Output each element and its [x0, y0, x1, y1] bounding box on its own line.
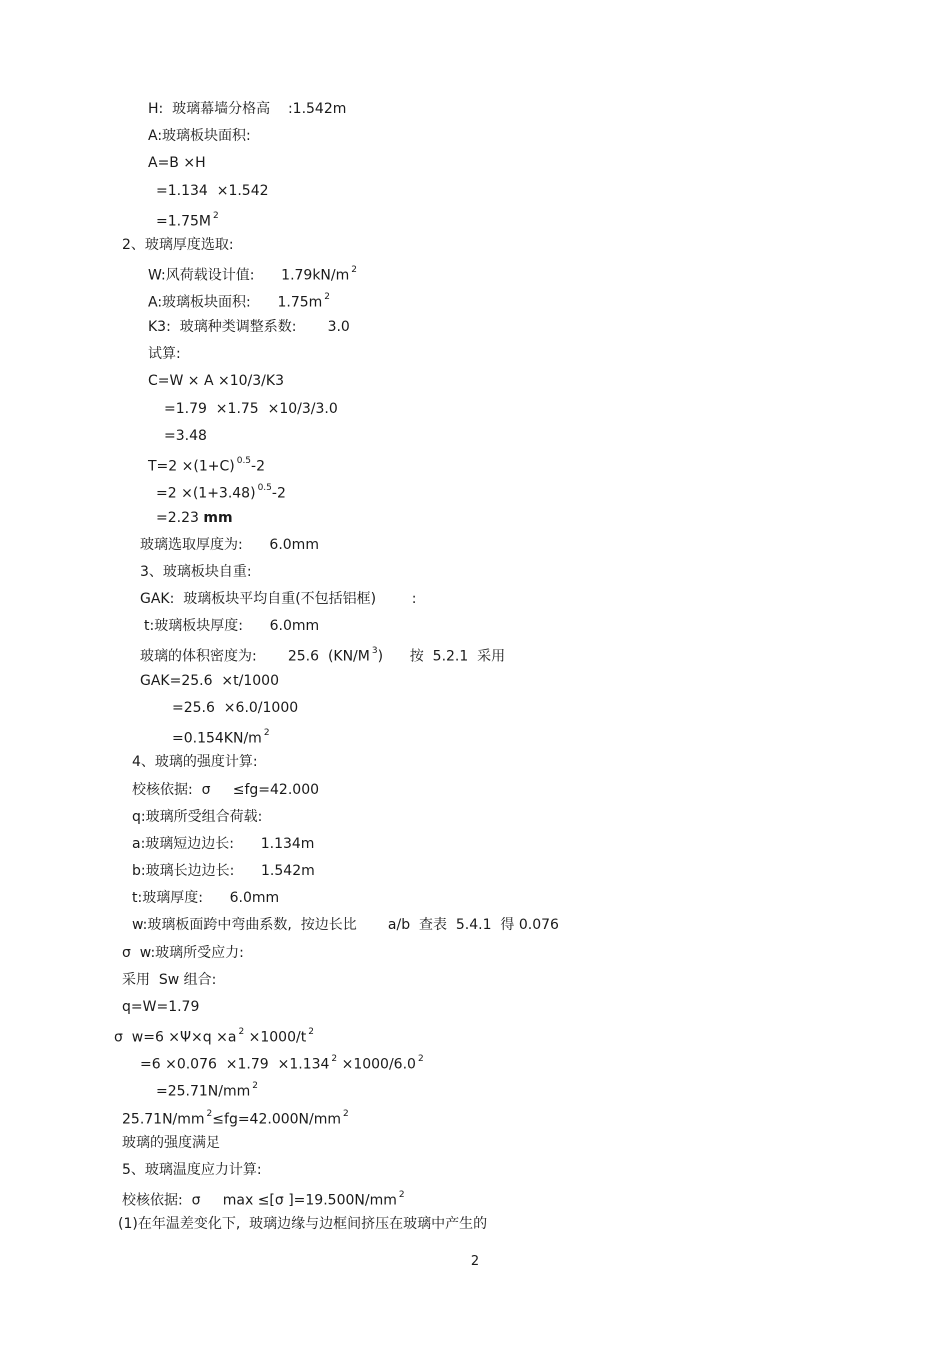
- superscript: 2: [417, 1054, 424, 1064]
- line-text: W:风荷载设计值: 1.79kN/m: [148, 267, 350, 284]
- text-line: [140, 1052, 424, 1074]
- text-line: [140, 563, 252, 581]
- text-line: [114, 1025, 314, 1047]
- text-line: [132, 889, 279, 907]
- text-line: [156, 182, 269, 200]
- line-text: 3、玻璃板块自重:: [140, 564, 252, 580]
- line-text-continued: ×1000/6.0: [337, 1056, 416, 1073]
- text-line: [122, 1161, 262, 1179]
- text-line: [144, 617, 319, 635]
- superscript: 2: [212, 211, 219, 221]
- superscript: 2: [206, 1109, 213, 1119]
- line-text: 5、玻璃温度应力计算:: [122, 1162, 262, 1178]
- text-line: [132, 862, 315, 880]
- line-text-continued: ×1000/t: [244, 1029, 307, 1046]
- text-line: [148, 318, 350, 336]
- text-line: [140, 590, 416, 608]
- line-text: =1.79 ×1.75 ×10/3/3.0: [164, 401, 338, 417]
- line-text: (1)在年温差变化下, 玻璃边缘与边框间挤压在玻璃中产生的: [118, 1216, 488, 1232]
- text-line: [148, 372, 284, 390]
- text-line: [122, 944, 244, 962]
- line-text-continued: -2: [271, 485, 286, 502]
- line-text: q=W=1.79: [122, 999, 200, 1015]
- line-text-continued: -2: [251, 458, 266, 475]
- superscript: 3: [371, 646, 378, 656]
- text-line: [122, 971, 216, 989]
- line-text: 4、玻璃的强度计算:: [132, 754, 258, 770]
- text-line: [140, 644, 505, 666]
- text-line: [118, 1215, 487, 1233]
- text-line: [122, 998, 199, 1016]
- line-text: σ w=6 ×Ψ×q ×a: [114, 1029, 237, 1046]
- superscript: 2: [263, 728, 270, 738]
- text-line: [148, 345, 181, 363]
- text-line: [122, 1134, 220, 1152]
- superscript: 2: [308, 1027, 314, 1037]
- line-text: H: 玻璃幕墙分格高 :1.542m: [148, 101, 347, 117]
- line-text: A:玻璃板块面积:: [148, 128, 251, 144]
- line-text: T=2 ×(1+C): [148, 458, 235, 475]
- line-text: 25.71N/mm: [122, 1111, 205, 1128]
- line-text: 校核依据: σ max ≤[σ ]=19.500N/mm: [122, 1192, 397, 1209]
- superscript: 0.5: [257, 483, 272, 493]
- line-text: 玻璃选取厚度为: 6.0mm: [140, 537, 319, 553]
- line-text: 采用 Sw 组合:: [122, 972, 217, 988]
- line-text: GAK=25.6 ×t/1000: [140, 673, 279, 689]
- line-text: =2.23: [156, 510, 204, 526]
- line-text: 玻璃的强度满足: [122, 1135, 220, 1151]
- page-number: 2: [470, 1254, 480, 1269]
- line-text: =1.75M: [156, 213, 211, 230]
- superscript: 2: [398, 1190, 405, 1200]
- text-line: [132, 808, 262, 826]
- line-text: =1.134 ×1.542: [156, 183, 269, 199]
- line-text: =2 ×(1+3.48): [156, 485, 256, 502]
- line-text: w:玻璃板面跨中弯曲系数, 按边长比 a/b 查表 5.4.1 得 0.076: [132, 917, 559, 933]
- text-line: [164, 400, 338, 418]
- line-text: =3.48: [164, 428, 207, 444]
- line-text: =25.6 ×6.0/1000: [172, 700, 299, 716]
- text-line: [132, 753, 258, 771]
- line-text: C=W × A ×10/3/K3: [148, 373, 284, 389]
- line-text: A=B ×H: [148, 155, 206, 171]
- text-line: [148, 127, 251, 145]
- line-text: q:玻璃所受组合荷载:: [132, 809, 263, 825]
- bold-unit: mm: [203, 510, 233, 526]
- superscript: 2: [331, 1054, 338, 1064]
- text-line: [156, 509, 233, 527]
- text-line: [122, 1107, 349, 1129]
- line-text: =6 ×0.076 ×1.79 ×1.134: [140, 1056, 330, 1073]
- line-text: A:玻璃板块面积: 1.75m: [148, 294, 323, 311]
- text-line: [148, 290, 330, 312]
- text-line: [156, 481, 286, 503]
- superscript: 0.5: [236, 456, 252, 466]
- line-text: 校核依据: σ ≤fg=42.000: [132, 782, 320, 798]
- text-line: [132, 781, 319, 799]
- line-text: =0.154KN/m: [172, 730, 262, 747]
- line-text-continued: ) 按 5.2.1 采用: [377, 648, 506, 665]
- text-line: [140, 536, 319, 554]
- superscript: 2: [351, 265, 357, 275]
- line-text-continued: ≤fg=42.000N/mm: [212, 1111, 342, 1128]
- text-line: [132, 916, 559, 934]
- line-text: =25.71N/mm: [156, 1083, 251, 1100]
- line-text: K3: 玻璃种类调整系数: 3.0: [148, 319, 350, 335]
- superscript: 2: [252, 1081, 259, 1091]
- text-line: [164, 427, 207, 445]
- line-text: b:玻璃长边边长: 1.542m: [132, 863, 315, 879]
- line-text: 玻璃的体积密度为: 25.6 (KN/M: [140, 648, 370, 665]
- text-line: [148, 454, 265, 476]
- line-text: σ w:玻璃所受应力:: [122, 945, 244, 961]
- superscript: 2: [238, 1027, 245, 1037]
- text-line: [140, 672, 279, 690]
- line-text: t:玻璃厚度: 6.0mm: [132, 890, 280, 906]
- text-line: [172, 726, 270, 748]
- line-text: 试算:: [148, 346, 181, 362]
- text-line: [122, 236, 234, 254]
- text-line: [148, 100, 346, 118]
- line-text: t:玻璃板块厚度: 6.0mm: [144, 618, 320, 634]
- text-line: [132, 835, 314, 853]
- line-text: 2、玻璃厚度选取:: [122, 237, 234, 253]
- text-line: [122, 1188, 405, 1210]
- superscript: 2: [343, 1109, 349, 1119]
- superscript: 2: [324, 292, 331, 302]
- text-line: [172, 699, 298, 717]
- text-line: [148, 154, 206, 172]
- text-line: [156, 209, 219, 231]
- text-line: [148, 263, 357, 285]
- text-line: [156, 1079, 258, 1101]
- line-text: a:玻璃短边边长: 1.134m: [132, 836, 315, 852]
- line-text: GAK: 玻璃板块平均自重(不包括铝框) :: [140, 591, 417, 607]
